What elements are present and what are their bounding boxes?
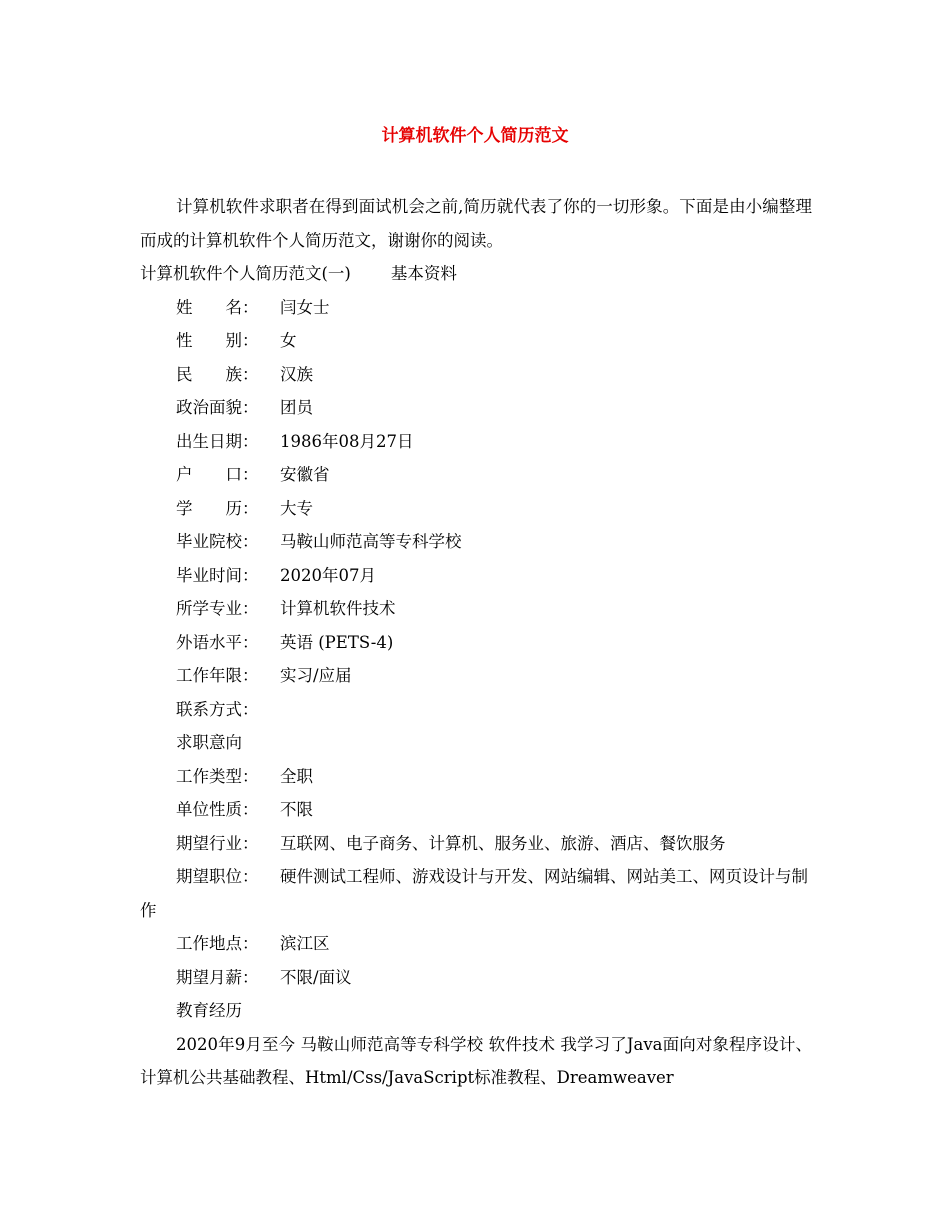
education-heading: 教育经历 [176,1001,242,1020]
info-row [140,559,812,593]
basic-info-list [140,291,812,727]
info-row [140,961,812,995]
section-heading-subtitle: 基本资料 [390,264,457,283]
field-label: 期望行业： [176,833,259,853]
job-intent-list-2 [140,927,812,994]
info-row [140,592,812,626]
field-label: 户 口： [176,465,259,484]
field-label: 所学专业： [176,599,259,618]
field-value: 2020年07月 [280,565,376,585]
field-label: 毕业院校： [176,532,259,551]
info-row [140,425,812,459]
field-value: 汉族 [280,364,313,384]
info-row [140,626,812,660]
info-row [140,391,812,425]
field-value: 1986年08月27日 [280,431,414,451]
info-row [140,827,812,861]
info-row [140,693,812,727]
field-label: 工作年限： [176,666,259,685]
intro-paragraph: 计算机软件求职者在得到面试机会之前,简历就代表了你的一切形象。下面是由小编整理而成的计算机软件个人简历范文，谢谢你的阅读。 [140,197,812,250]
section-heading [140,257,812,291]
field-label: 联系方式： [176,699,259,719]
info-row [140,291,812,325]
field-value: 硬件测试工程师、游戏设计与开发、网站编辑、网站美工、网页设计与制作 [140,867,808,920]
field-label: 性 别： [176,331,259,350]
field-label: 姓 名： [176,297,259,317]
field-label: 民 族： [176,364,259,384]
info-row [140,492,812,526]
field-label: 工作类型： [176,766,259,786]
job-intent-list [140,760,812,861]
document-body [140,190,812,1095]
section-heading-title: 计算机软件个人简历范文(一) [140,264,351,283]
field-value: 不限/面议 [280,967,352,987]
field-value: 安徽省 [280,465,330,484]
field-label: 毕业时间： [176,565,259,585]
field-value: 互联网、电子商务、计算机、服务业、旅游、酒店、餐饮服务 [280,833,726,853]
field-label: 单位性质： [176,800,259,819]
field-label: 工作地点： [176,934,259,953]
info-row [140,659,812,693]
field-label: 外语水平： [176,632,259,652]
info-row [140,458,812,492]
field-value: 英语 (PETS-4) [280,632,394,652]
info-row [140,927,812,961]
field-label: 期望职位： [176,867,259,886]
info-row [140,793,812,827]
info-row [140,358,812,392]
field-value: 计算机软件技术 [280,599,396,618]
field-value: 马鞍山师范高等专科学校 [280,532,462,551]
field-value: 不限 [280,800,313,819]
field-value: 闫女士 [280,297,330,317]
field-value: 大专 [280,498,313,518]
field-value: 滨江区 [280,934,330,953]
field-value: 实习/应届 [280,666,352,685]
field-value: 女 [280,331,297,350]
document-title: 计算机软件个人简历范文 [381,126,569,146]
job-intent-heading: 求职意向 [176,733,242,752]
expected-position-row [140,860,812,927]
field-label: 期望月薪： [176,967,259,987]
info-row [140,324,812,358]
field-label: 政治面貌： [176,398,259,417]
info-row [140,760,812,794]
field-label: 出生日期： [176,431,259,451]
education-paragraph: 2020年9月至今 马鞍山师范高等专科学校 软件技术 我学习了Java面向对象程序设计、计算机公共基础教程、Html/Css/JavaScript标准教程、Dreamweaver [140,1034,812,1087]
field-label: 学 历： [176,498,259,518]
info-row [140,525,812,559]
field-value: 全职 [280,766,313,786]
field-value: 团员 [280,398,313,417]
